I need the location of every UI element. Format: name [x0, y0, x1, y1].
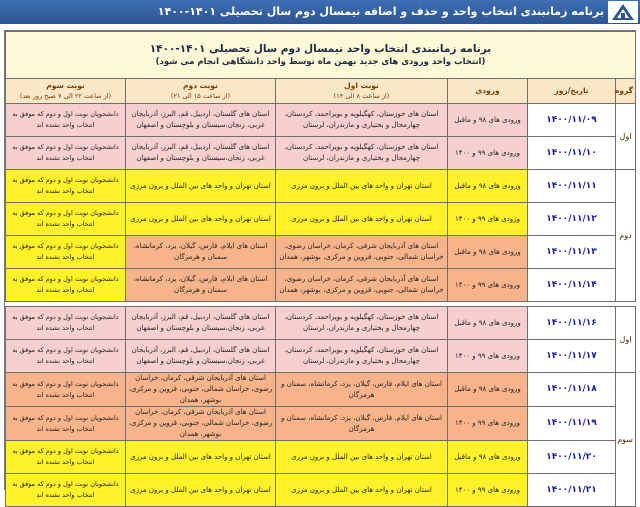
- date-cell: ۱۴۰۰/۱۱/۱۷: [528, 340, 616, 373]
- table-row: [6, 269, 636, 302]
- shift1-cell: استان تهران و واحد های بین الملل و برون مرزی: [276, 170, 448, 203]
- table-row: [6, 137, 636, 170]
- shift3-cell: دانشجویان نوبت اول و دوم که موفق به انتخاب واحد نشده اند: [6, 407, 126, 441]
- schedule-sheet: [4, 30, 636, 499]
- group-cell: دوم: [616, 170, 636, 302]
- shift3-cell: دانشجویان نوبت اول و دوم که موفق به انتخاب واحد نشده اند: [6, 340, 126, 373]
- shift1-cell: استان های خوزستان، کهگیلویه و بویراحمد، کردستان، چهارمحال و بختیاری و مازندران، لرستان: [276, 104, 448, 137]
- table-row: [6, 407, 636, 441]
- group-cell: سوم: [616, 373, 636, 507]
- header-bar: [0, 0, 640, 24]
- shift2-cell: استان تهران و واحد های بین الملل و برون مرزی: [126, 170, 276, 203]
- shift1-cell: استان های آذربایجان شرقی، کرمان، خراسان رضوی، خراسان شمالی، جنوبی، قزوین و مرکزی، بوشهر، همدان: [276, 269, 448, 302]
- shift1-cell: استان های ایلام، فارس، گیلان، یزد، کرمانشاه، سمنان و هرمزگان: [276, 407, 448, 441]
- entry-cell: ورودی های ۹۹ و ۱۴۰۰: [448, 474, 528, 507]
- table-row: [6, 236, 636, 269]
- shift2-time: (از ساعت ۱۵ الی ۲۱): [170, 92, 231, 100]
- date-cell: ۱۴۰۰/۱۱/۲۰: [528, 441, 616, 474]
- shift2-cell: استان های ایلام، فارس، گیلان، یزد، کرمانشاه، سمنان و هرمزگان: [126, 236, 276, 269]
- date-cell: ۱۴۰۰/۱۱/۱۱: [528, 170, 616, 203]
- shift2-cell: استان های آذربایجان شرقی، کرمان، خراسان رضوی، خراسان شمالی، جنوبی، قزوین و مرکزی، بوشهر، همدان: [126, 407, 276, 441]
- table-row: [6, 104, 636, 137]
- shift2-cell: استان های گلستان، اردبیل، قم، البرز، آذربایجان غربی، زنجان،سیستان و بلوچستان و اصفهان: [126, 307, 276, 340]
- date-cell: ۱۴۰۰/۱۱/۱۰: [528, 137, 616, 170]
- entry-cell: ورودی های ۹۹ و ۱۴۰۰: [448, 407, 528, 441]
- entry-cell: ورودی های ۹۸ و ماقبل: [448, 170, 528, 203]
- entry-cell: ورودی های ۹۹ و ۱۴۰۰: [448, 340, 528, 373]
- entry-cell: ورودی های ۹۸ و ماقبل: [448, 373, 528, 407]
- table-subtitle: (انتخاب واحد ورودی های جدید بهمن ماه توسط واحد دانشگاهی انجام می شود): [155, 57, 486, 67]
- shift3-label: نوبت سوم: [46, 81, 85, 90]
- col-header-entry: ورودی: [448, 79, 528, 104]
- university-logo-icon: [608, 1, 638, 23]
- col-header-shift3: [6, 79, 126, 104]
- shift1-cell: استان تهران و واحد های بین الملل و برون مرزی: [276, 441, 448, 474]
- shift2-cell: استان های گلستان، اردبیل، قم، البرز، آذربایجان غربی، زنجان،سیستان و بلوچستان و اصفهان: [126, 137, 276, 170]
- shift1-cell: استان های خوزستان، کهگیلویه و بویراحمد، کردستان، چهارمحال و بختیاری و مازندران، لرستان: [276, 340, 448, 373]
- date-cell: ۱۴۰۰/۱۱/۱۴: [528, 269, 616, 302]
- col-header-group: گروه: [616, 79, 636, 104]
- table-title-row: [6, 32, 636, 79]
- shift3-cell: دانشجویان نوبت اول و دوم که موفق به انتخاب واحد نشده اند: [6, 170, 126, 203]
- date-cell: ۱۴۰۰/۱۱/۱۹: [528, 407, 616, 441]
- shift2-cell: استان تهران و واحد های بین الملل و برون مرزی: [126, 441, 276, 474]
- shift3-cell: دانشجویان نوبت اول و دوم که موفق به انتخاب واحد نشده اند: [6, 474, 126, 507]
- col-header-shift1: [276, 79, 448, 104]
- shift3-cell: دانشجویان نوبت اول و دوم که موفق به انتخاب واحد نشده اند: [6, 236, 126, 269]
- shift1-cell: استان های ایلام، فارس، گیلان، یزد، کرمانشاه، سمنان و هرمزگان: [276, 373, 448, 407]
- shift3-cell: دانشجویان نوبت اول و دوم که موفق به انتخاب واحد نشده اند: [6, 441, 126, 474]
- date-cell: ۱۴۰۰/۱۱/۱۲: [528, 203, 616, 236]
- shift3-cell: دانشجویان نوبت اول و دوم که موفق به انتخاب واحد نشده اند: [6, 104, 126, 137]
- entry-cell: ورودی های ۹۹ و ۱۴۰۰: [448, 203, 528, 236]
- shift1-cell: استان تهران و واحد های بین الملل و برون مرزی: [276, 203, 448, 236]
- table-row: [6, 340, 636, 373]
- entry-cell: ورودی های ۹۸ و ماقبل: [448, 236, 528, 269]
- shift1-cell: استان های آذربایجان شرقی، کرمان، خراسان رضوی، خراسان شمالی، جنوبی، قزوین و مرکزی، بوشهر، همدان: [276, 236, 448, 269]
- table-row: [6, 441, 636, 474]
- shift2-cell: استان های گلستان، اردبیل، قم، البرز، آذربایجان غربی، زنجان،سیستان و بلوچستان و اصفهان: [126, 340, 276, 373]
- entry-cell: ورودی های ۹۹ و ۱۴۰۰: [448, 137, 528, 170]
- col-header-date: تاریخ/روز: [528, 79, 616, 104]
- shift2-cell: استان های آذربایجان شرقی، کرمان، خراسان رضوی، خراسان شمالی، جنوبی، قزوین و مرکزی، بوشهر، همدان: [126, 373, 276, 407]
- shift3-cell: دانشجویان نوبت اول و دوم که موفق به انتخاب واحد نشده اند: [6, 269, 126, 302]
- shift1-cell: استان های خوزستان، کهگیلویه و بویراحمد، کردستان، چهارمحال و بختیاری و مازندران، لرستان: [276, 307, 448, 340]
- shift1-cell: استان تهران و واحد های بین الملل و برون مرزی: [276, 474, 448, 507]
- schedule-table: [5, 31, 636, 507]
- header-title: برنامه زمانبندی انتخاب واحد و حذف و اضافه نیمسال دوم سال تحصیلی ۱۴۰۱-۱۴۰۰: [157, 5, 604, 18]
- group-cell: اول: [616, 307, 636, 373]
- date-cell: ۱۴۰۰/۱۱/۱۳: [528, 236, 616, 269]
- table-row: [6, 373, 636, 407]
- shift2-cell: استان های ایلام، فارس، گیلان، یزد، کرمانشاه، سمنان و هرمزگان: [126, 269, 276, 302]
- shift1-time: (از ساعت ۸ الی ۱۴): [333, 92, 390, 100]
- shift3-cell: دانشجویان نوبت اول و دوم که موفق به انتخاب واحد نشده اند: [6, 137, 126, 170]
- entry-cell: ورودی های ۹۹ و ۱۴۰۰: [448, 269, 528, 302]
- date-cell: ۱۴۰۰/۱۱/۲۱: [528, 474, 616, 507]
- shift1-label: نوبت اول: [344, 81, 379, 90]
- col-header-shift2: [126, 79, 276, 104]
- shift2-label: نوبت دوم: [183, 81, 218, 90]
- date-cell: ۱۴۰۰/۱۱/۱۸: [528, 373, 616, 407]
- entry-cell: ورودی های ۹۸ و ماقبل: [448, 104, 528, 137]
- table-row: [6, 474, 636, 507]
- shift3-time: (از ساعت ۲۲ الی ۷ صبح روز بعد): [19, 92, 112, 100]
- table-row: [6, 170, 636, 203]
- shift3-cell: دانشجویان نوبت اول و دوم که موفق به انتخاب واحد نشده اند: [6, 203, 126, 236]
- table-title: برنامه زمانبندی انتخاب واحد نیمسال دوم سال تحصیلی ۱۴۰۱-۱۴۰۰: [149, 43, 492, 55]
- table-row: [6, 307, 636, 340]
- shift2-cell: استان تهران و واحد های بین الملل و برون مرزی: [126, 203, 276, 236]
- shift1-cell: استان های خوزستان، کهگیلویه و بویراحمد، کردستان، چهارمحال و بختیاری و مازندران، لرستان: [276, 137, 448, 170]
- shift2-cell: استان های گلستان، اردبیل، قم، البرز، آذربایجان غربی، زنجان،سیستان و بلوچستان و اصفهان: [126, 104, 276, 137]
- shift3-cell: دانشجویان نوبت اول و دوم که موفق به انتخاب واحد نشده اند: [6, 307, 126, 340]
- table-row: [6, 203, 636, 236]
- date-cell: ۱۴۰۰/۱۱/۱۶: [528, 307, 616, 340]
- shift3-cell: دانشجویان نوبت اول و دوم که موفق به انتخاب واحد نشده اند: [6, 373, 126, 407]
- entry-cell: ورودی های ۹۸ و ماقبل: [448, 441, 528, 474]
- table-title-cell: [6, 32, 636, 79]
- table-header-row: [6, 79, 636, 104]
- shift2-cell: استان تهران و واحد های بین الملل و برون مرزی: [126, 474, 276, 507]
- group-cell: اول: [616, 104, 636, 170]
- entry-cell: ورودی های ۹۸ و ماقبل: [448, 307, 528, 340]
- date-cell: ۱۴۰۰/۱۱/۰۹: [528, 104, 616, 137]
